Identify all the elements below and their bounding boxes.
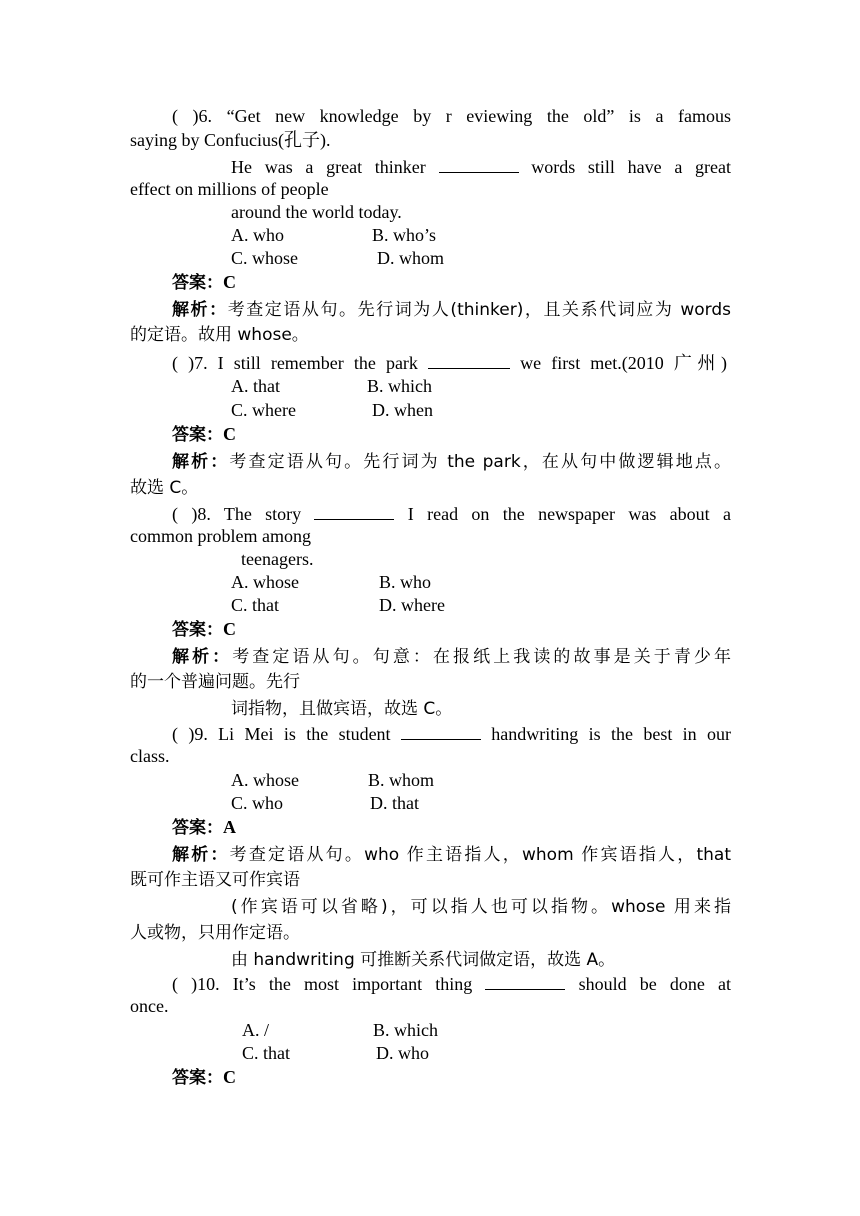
q9-explanation-line1: 解析：考查定语从句。who 作主语指人，whom 作宾语指人，that [172, 845, 731, 865]
q8-stem: ( )8. The story I read on the newspaper was about a [172, 504, 731, 524]
q7-option-a: A. that [231, 376, 280, 396]
q6-answer: 答案：C [172, 272, 236, 293]
q8-option-d: D. where [379, 595, 445, 615]
q7-option-d: D. when [372, 400, 433, 420]
q7-option-b: B. which [367, 376, 432, 396]
q8-option-a: A. whose [231, 572, 299, 592]
q6-option-c: C. whose [231, 248, 298, 268]
q6-stem: ( )6. “Get new knowledge by r eviewing the old” is a famous [172, 106, 731, 126]
q8-explanation-line2: 的一个普遍问题。先行 [130, 672, 300, 692]
answer-blank [439, 155, 519, 173]
q6-option-d: D. whom [377, 248, 444, 268]
q10-line2: once. [130, 996, 169, 1016]
q9-explanation-line2: 既可作主语又可作宾语 [130, 870, 300, 890]
q9-option-b: B. whom [368, 770, 435, 790]
q6-explanation-line1: 解析：考查定语从句。先行词为人(thinker)，且关系代词应为 words [172, 300, 731, 320]
q10-option-d: D. who [376, 1043, 429, 1063]
q9-stem: ( )9. Li Mei is the student handwriting is the best in our [172, 724, 732, 744]
q8-option-c: C. that [231, 595, 279, 615]
q8-explanation-line1: 解析：考查定语从句。句意：在报纸上我读的故事是关于青少年 [172, 647, 732, 667]
q7-explanation-line1: 解析：考查定语从句。先行词为 the park，在从句中做逻辑地点。 [172, 452, 732, 472]
q6-line2: saying by Confucius(孔子). [130, 130, 331, 150]
q9-option-c: C. who [231, 793, 284, 813]
q7-option-c: C. where [231, 400, 296, 420]
q9-option-a: A. whose [231, 770, 299, 790]
q9-answer: 答案：A [172, 817, 236, 838]
q8-line2: common problem among [130, 526, 311, 546]
q10-answer: 答案：C [172, 1067, 236, 1088]
q9-explanation-line4: 人或物，只用作定语。 [130, 923, 300, 943]
q6-option-b: B. who’s [372, 225, 437, 245]
q7-answer: 答案：C [172, 424, 236, 445]
q9-explanation-line5: 由 handwriting 可推断关系代词做定语，故选 A。 [231, 950, 616, 970]
q10-stem: ( )10. It’s the most important thing should be done at [172, 974, 731, 994]
q8-answer: 答案：C [172, 619, 236, 640]
q10-option-b: B. which [373, 1020, 438, 1040]
answer-blank [314, 502, 394, 520]
q8-line3: teenagers. [241, 549, 314, 569]
q9-explanation-line3: (作宾语可以省略)，可以指人也可以指物。whose 用来指 [231, 897, 731, 917]
answer-blank [401, 722, 481, 740]
q6-line4: effect on millions of people [130, 179, 329, 199]
q9-option-d: D. that [370, 793, 419, 813]
answer-blank [485, 972, 565, 990]
q10-option-c: C. that [242, 1043, 290, 1063]
q6-explanation-line2: 的定语。故用 whose。 [130, 325, 309, 345]
q7-stem: ( )7. I still remember the park we first met.(2010 广州) [172, 353, 728, 373]
q8-explanation-line3: 词指物，且做宾语，故选 C。 [231, 699, 453, 719]
q6-line5: around the world today. [231, 202, 402, 222]
q6-line3: He was a great thinker words still have a great [231, 157, 732, 177]
q7-explanation-line2: 故选 C。 [130, 478, 199, 498]
q6-option-a: A. who [231, 225, 284, 245]
q8-option-b: B. who [379, 572, 432, 592]
q9-line2: class. [130, 746, 170, 766]
q10-option-a: A. / [242, 1020, 269, 1040]
answer-blank [428, 351, 510, 369]
